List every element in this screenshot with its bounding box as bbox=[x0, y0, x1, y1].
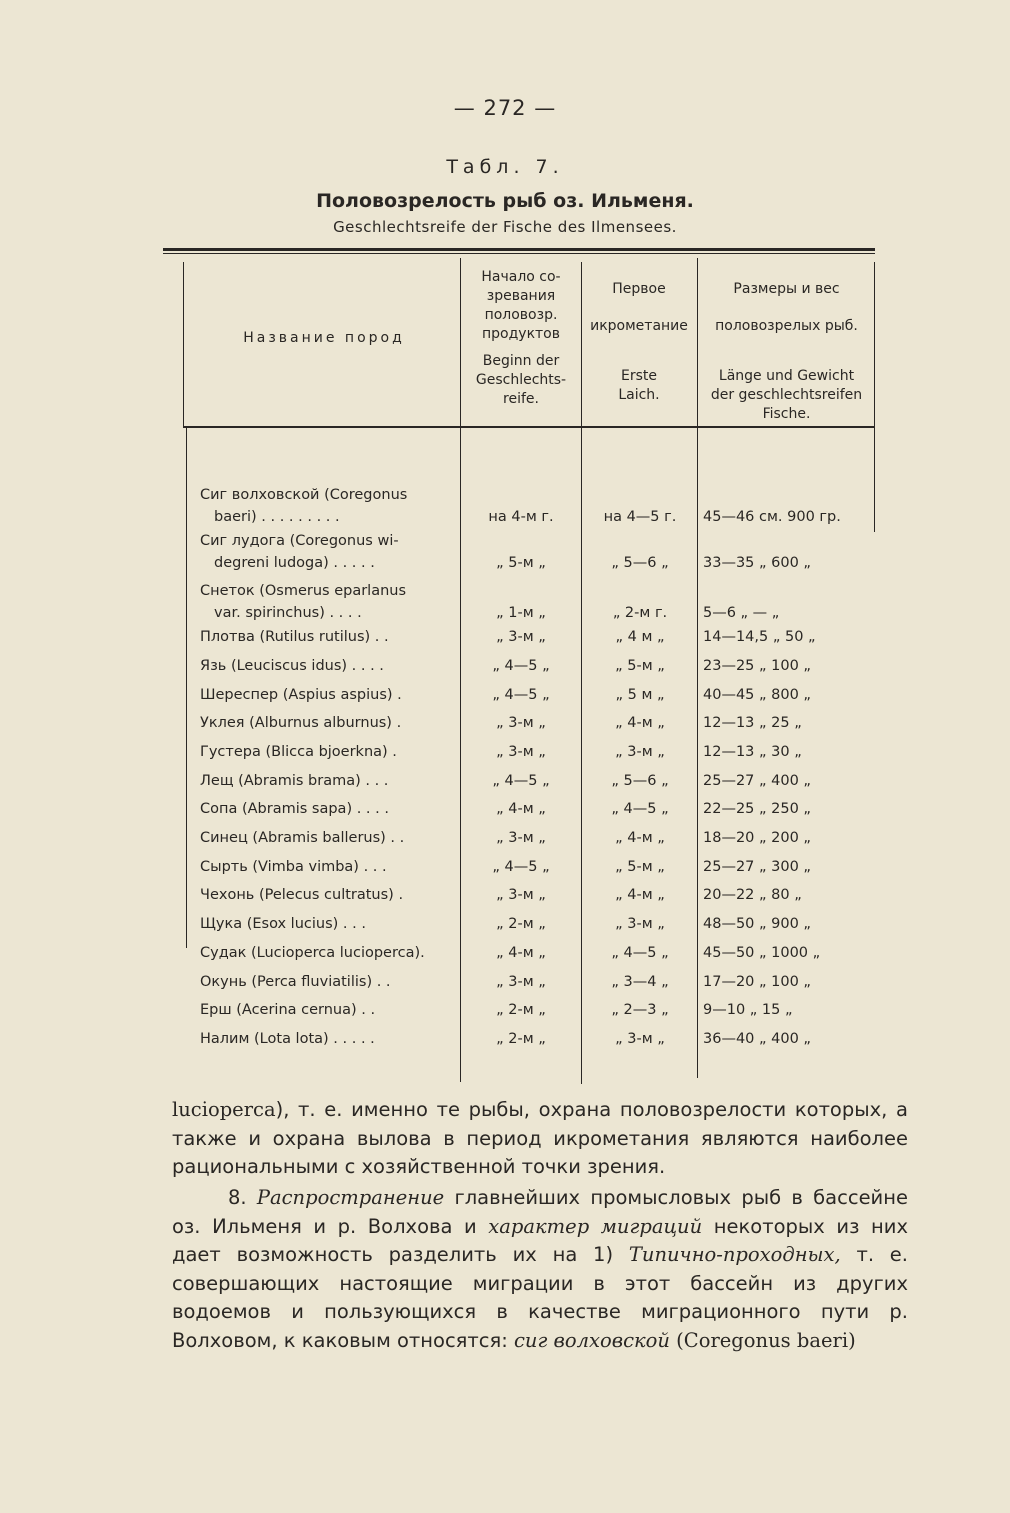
column-divider-3 bbox=[697, 258, 698, 1078]
header-col1-ru: Начало со- зревания половозр. продуктов bbox=[481, 269, 561, 342]
first-spawning: „ 3—4 „ bbox=[611, 974, 669, 990]
maturity-start: „ 4-м „ bbox=[496, 945, 546, 961]
maturity-start: на 4-м г. bbox=[488, 509, 554, 525]
size-weight: 12—13 „ 25 „ bbox=[703, 715, 802, 731]
page-number: — 272 — bbox=[453, 96, 557, 120]
header-col1-de: Beginn der Geschlechts- reife. bbox=[475, 353, 567, 407]
size-weight: 14—14,5 „ 50 „ bbox=[703, 629, 816, 645]
fish-name: Щука (Esox lucius) . . . bbox=[200, 916, 366, 932]
header-col2-de: Erste Laich. bbox=[618, 368, 660, 403]
maturity-start: „ 3-м „ bbox=[496, 629, 546, 645]
header-col2-ru: Первое икрометание bbox=[590, 281, 688, 334]
maturity-start: „ 4-м „ bbox=[496, 801, 546, 817]
maturity-start: „ 4—5 „ bbox=[492, 687, 550, 703]
table-header-rule bbox=[183, 426, 875, 428]
table-border-left-body bbox=[186, 428, 187, 948]
fish-name: Сырть (Vimba vimba) . . . bbox=[200, 859, 387, 875]
size-weight: 18—20 „ 200 „ bbox=[703, 830, 811, 846]
fish-name: Сиг лудога (Coregonus wi- degreni ludoga) . . . . . bbox=[200, 533, 399, 571]
maturity-start: „ 1-м „ bbox=[496, 605, 546, 621]
maturity-start: „ 3-м „ bbox=[496, 744, 546, 760]
first-spawning: „ 3-м „ bbox=[615, 744, 665, 760]
first-spawning: „ 2-м г. bbox=[612, 605, 668, 621]
first-spawning: „ 4-м „ bbox=[615, 715, 665, 731]
maturity-start: „ 3-м „ bbox=[496, 830, 546, 846]
first-spawning: „ 3-м „ bbox=[615, 916, 665, 932]
header-col3-de: Länge und Gewicht der geschlechtsreifen Fische. bbox=[710, 368, 863, 422]
maturity-start: „ 2-м „ bbox=[496, 1031, 546, 1047]
maturity-start: „ 2-м „ bbox=[496, 1002, 546, 1018]
fish-name: Язь (Leuciscus idus) . . . . bbox=[200, 658, 384, 674]
first-spawning: „ 4 м „ bbox=[615, 629, 665, 645]
size-weight: 33—35 „ 600 „ bbox=[703, 555, 811, 571]
fish-name: Уклея (Alburnus alburnus) . bbox=[200, 715, 402, 731]
maturity-start: „ 5-м „ bbox=[496, 555, 546, 571]
size-weight: 36—40 „ 400 „ bbox=[703, 1031, 811, 1047]
size-weight: 25—27 „ 400 „ bbox=[703, 773, 811, 789]
fish-name: Сопа (Abramis sapa) . . . . bbox=[200, 801, 389, 817]
first-spawning: „ 3-м „ bbox=[615, 1031, 665, 1047]
first-spawning: „ 5—6 „ bbox=[611, 773, 669, 789]
size-weight: 25—27 „ 300 „ bbox=[703, 859, 811, 875]
size-weight: 12—13 „ 30 „ bbox=[703, 744, 802, 760]
table-title: Половозрелость рыб оз. Ильменя. bbox=[316, 190, 694, 212]
first-spawning: на 4—5 г. bbox=[603, 509, 677, 525]
fish-name: Густера (Blicca bjoerkna) . bbox=[200, 744, 397, 760]
fish-name: Сиг волховской (Coregonus baeri) . . . . . . . . . bbox=[200, 487, 408, 525]
column-divider-1 bbox=[460, 258, 461, 1082]
table-top-rule bbox=[163, 248, 875, 251]
size-weight: 20—22 „ 80 „ bbox=[703, 887, 802, 903]
maturity-start: „ 3-м „ bbox=[496, 715, 546, 731]
size-weight: 17—20 „ 100 „ bbox=[703, 974, 811, 990]
fish-name: Снеток (Osmerus eparlanus var. spirinchus) . . . . bbox=[200, 583, 407, 621]
first-spawning: „ 2—3 „ bbox=[611, 1002, 669, 1018]
paragraph-8: 8. Распространение главнейших промысловых рыб в бассейне оз. Ильменя и р. Волхова и характер миграций некоторых из них дает возможность разделить их на 1) Типично-проходных, т. е. совершающих настоящие миграции в этот бассейн из других водоемов и пользующихся в качестве миграционного пути р. Волховом, к каковым относятся: сиг волховской (Coregonus baeri) bbox=[172, 1186, 909, 1352]
size-weight: 40—45 „ 800 „ bbox=[703, 687, 811, 703]
fish-name: Синец (Abramis ballerus) . . bbox=[200, 830, 405, 846]
first-spawning: „ 5-м „ bbox=[615, 859, 665, 875]
maturity-start: „ 3-м „ bbox=[496, 887, 546, 903]
paragraph-continuation: lucioperca), т. е. именно те рыбы, охрана половозрелости которых, а также и охрана вылова в период икрометания являются наиболее рациональными с хозяйственной точки зрения. bbox=[172, 1098, 908, 1179]
size-weight: 9—10 „ 15 „ bbox=[703, 1002, 793, 1018]
first-spawning: „ 4—5 „ bbox=[611, 945, 669, 961]
header-name: Название пород bbox=[243, 330, 405, 346]
fish-name: Налим (Lota lota) . . . . . bbox=[200, 1031, 375, 1047]
first-spawning: „ 5-м „ bbox=[615, 658, 665, 674]
size-weight: 45—50 „ 1000 „ bbox=[703, 945, 821, 961]
header-col3-ru: Размеры и вес половозрелых рыб. bbox=[715, 281, 858, 334]
size-weight: 48—50 „ 900 „ bbox=[703, 916, 811, 932]
first-spawning: „ 4-м „ bbox=[615, 830, 665, 846]
maturity-start: „ 4—5 „ bbox=[492, 658, 550, 674]
fish-name: Лещ (Abramis brama) . . . bbox=[200, 773, 389, 789]
fish-name: Окунь (Perca fluviatilis) . . bbox=[200, 974, 391, 990]
maturity-start: „ 4—5 „ bbox=[492, 773, 550, 789]
maturity-start: „ 3-м „ bbox=[496, 974, 546, 990]
size-weight: 22—25 „ 250 „ bbox=[703, 801, 811, 817]
fish-name: Шереспер (Aspius aspius) . bbox=[200, 687, 402, 703]
size-weight: 5—6 „ — „ bbox=[703, 605, 780, 621]
fish-name: Чехонь (Pelecus cultratus) . bbox=[200, 887, 404, 903]
fish-name: Судак (Lucioperca lucioperca). bbox=[200, 945, 425, 961]
first-spawning: „ 5 м „ bbox=[615, 687, 665, 703]
maturity-start: „ 4—5 „ bbox=[492, 859, 550, 875]
table-top-rule-thin bbox=[163, 253, 875, 254]
first-spawning: „ 4-м „ bbox=[615, 887, 665, 903]
table-border-left bbox=[183, 262, 184, 426]
maturity-start: „ 2-м „ bbox=[496, 916, 546, 932]
size-weight: 45—46 см. 900 гр. bbox=[703, 509, 841, 525]
fish-name: Ерш (Acerina cernua) . . bbox=[200, 1002, 376, 1018]
fish-name: Плотва (Rutilus rutilus) . . bbox=[200, 629, 389, 645]
size-weight: 23—25 „ 100 „ bbox=[703, 658, 811, 674]
table-subtitle: Geschlechtsreife der Fische des Ilmensees. bbox=[333, 218, 677, 236]
table-number: Табл. 7. bbox=[446, 156, 564, 178]
first-spawning: „ 5—6 „ bbox=[611, 555, 669, 571]
first-spawning: „ 4—5 „ bbox=[611, 801, 669, 817]
table-border-right bbox=[874, 262, 875, 532]
